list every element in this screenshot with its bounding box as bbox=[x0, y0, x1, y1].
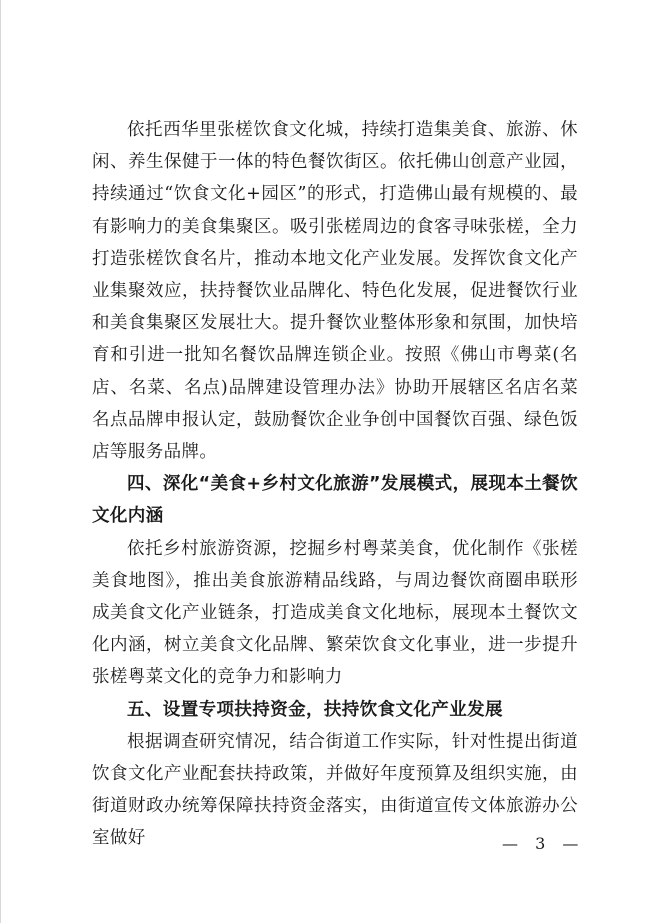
page-number: — 3 — bbox=[502, 834, 585, 853]
section-heading-five: 五、设置专项扶持资金，扶持饮食文化产业发展 bbox=[127, 699, 503, 720]
section-heading-four: 四、深化“美食+乡村文化旅游”发展模式，展现本土餐饮文化内涵 bbox=[92, 474, 578, 527]
page-edge bbox=[0, 0, 1, 923]
page-content bbox=[92, 114, 578, 855]
paragraph-food-culture-city: 依托西华里张槎饮食文化城，持续打造集美食、旅游、休闲、养生保健于一体的特色餐饮街区。依托佛山创意产业园，持续通过“饮食文化+园区”的形式，打造佛山最有规模的、最有影响力的美食集聚区。吸引张槎周边的食客寻味张槎，全力打造张槎饮食名片，推动本地文化产业发展。发挥饮食文化产业集聚效应，扶持餐饮业品牌化、特色化发展，促进餐饮行业和美食集聚区发展壮大。提升餐饮业整体形象和氛围，加快培育和引进一批知名餐饮品牌连锁企业。按照《佛山市粤菜(名店、名菜、名点)品牌建设管理办法》协助开展辖区名店名菜名点品牌申报认定，鼓励餐饮企业争创中国餐饮百强、绿色饭店等服务品牌。 bbox=[92, 120, 578, 463]
paragraph-support-funds: 根据调查研究情况，结合街道工作实际，针对性提出街道饮食文化产业配套扶持政策，并做好年度预算及组织实施，由街道财政办统筹保障扶持资金落实，由街道宣传文体旅游办公室做好 bbox=[92, 731, 578, 849]
paragraph-rural-tourism: 依托乡村旅游资源，挖掘乡村粤菜美食，优化制作《张槎美食地图》，推出美食旅游精品线路，与周边餐饮商圈串联形成美食文化产业链条，打造成美食文化地标，展现本土餐饮文化内涵，树立美食文化品牌、繁荣饮食文化事业，进一步提升张槎粤菜文化的竞争力和影响力 bbox=[92, 538, 578, 688]
